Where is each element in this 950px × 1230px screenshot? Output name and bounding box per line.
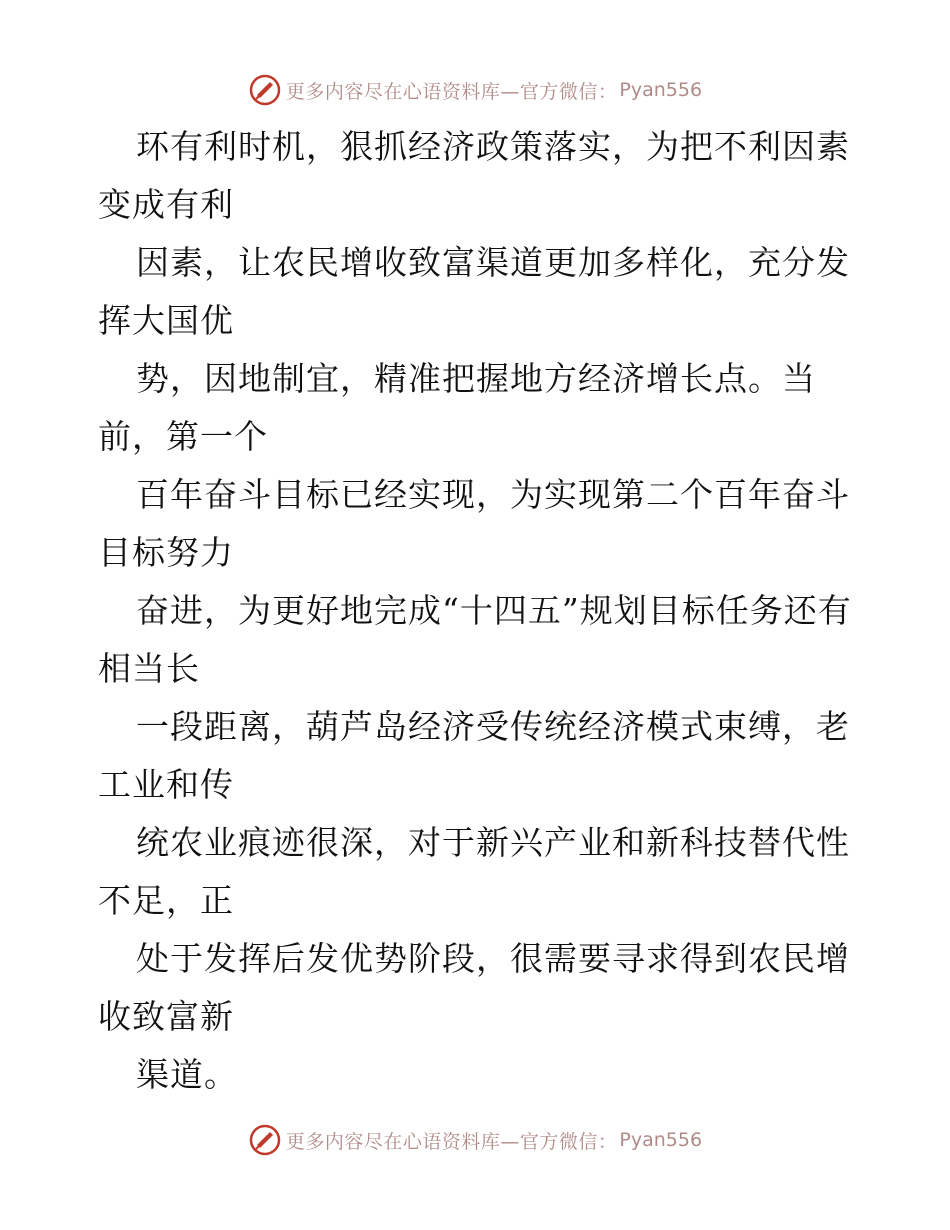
paragraph: 奋进，为更好地完成“十四五”规划目标任务还有相当长 <box>98 591 852 688</box>
banner-handle: Pyan556 <box>619 79 703 101</box>
paragraph: 渠道。 <box>136 1055 238 1094</box>
paragraph: 势，因地制宜，精准把握地方经济增长点。当前，第一个 <box>98 359 816 456</box>
banner-text: 更多内容尽在心语资料库—官方微信： <box>285 80 618 103</box>
seal-logo-icon <box>248 1123 282 1157</box>
paragraph: 环有利时机，狠抓经济政策落实，为把不利因素变成有利 <box>98 127 850 224</box>
seal-logo-icon <box>248 73 282 107</box>
paragraph: 统农业痕迹很深，对于新兴产业和新科技替代性不足，正 <box>98 823 850 920</box>
paragraph: 处于发挥后发优势阶段，很需要寻求得到农民增收致富新 <box>98 939 850 1036</box>
paragraph: 一段距离，葫芦岛经济受传统经济模式束缚，老工业和传 <box>98 707 850 804</box>
banner-text: 更多内容尽在心语资料库—官方微信： <box>285 1130 618 1153</box>
paragraph: 百年奋斗目标已经实现，为实现第二个百年奋斗目标努力 <box>98 475 850 572</box>
paragraph: 因素，让农民增收致富渠道更加多样化，充分发挥大国优 <box>98 243 850 340</box>
header-banner <box>0 70 950 110</box>
document-body <box>98 118 858 1104</box>
footer-banner <box>0 1120 950 1160</box>
banner-handle: Pyan556 <box>619 1129 703 1151</box>
